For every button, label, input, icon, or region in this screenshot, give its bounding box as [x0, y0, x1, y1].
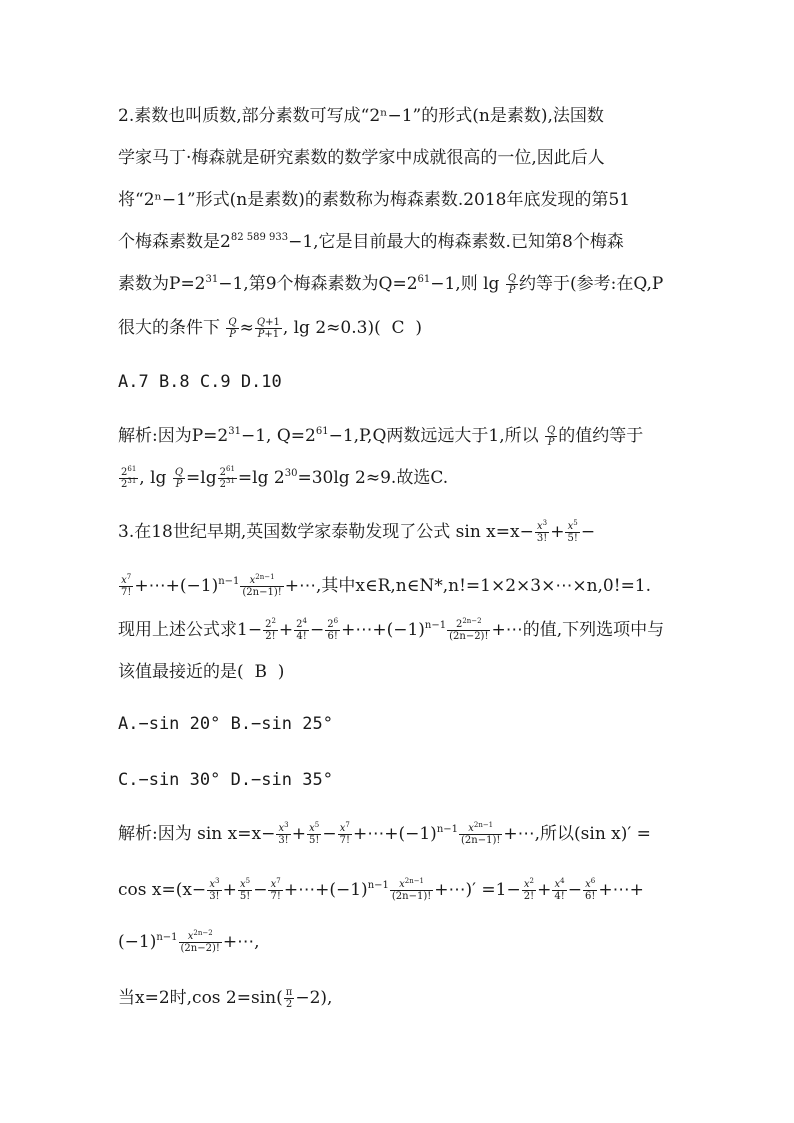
fraction-q-over-p: $\frac{Q}{P}$	[547, 425, 556, 448]
fraction-x3-over-3f: $\frac{x^3}{3!}$	[536, 519, 548, 544]
fraction-general-term: $\frac{x^{2n-1}}{(2n-1)!}$	[391, 877, 432, 902]
q3-line-4: 该值最接近的是( B )	[118, 662, 285, 682]
fraction-x2-over-2f: $\frac{x^2}{2!}$	[523, 877, 535, 902]
fraction-q-over-p: $\frac{Q}{P}$	[174, 467, 184, 490]
q2-line-1: 2.素数也叫质数,部分素数可写成“2ⁿ−1”的形式(n是素数),法国数	[118, 106, 604, 126]
fraction-q1-over-p1: $\frac{Q+1}{P+1}$	[256, 317, 280, 340]
fraction-x5-over-5f: $\frac{x^5}{5!}$	[567, 519, 578, 544]
fraction-x5-over-5f: $\frac{x^5}{5!}$	[308, 821, 320, 846]
fraction-x3-over-3f: $\frac{x^3}{3!}$	[278, 821, 289, 846]
q3-solution-line-1: 解析:因为 sin x=x− $\frac{x^3}{3!}$ + $\frac{x^5}{5!}$ − $\frac{x^7}{7!}$ $+\cdots+(-1)^{n-1}$ $\frac{x^{2n-1}}{(2n-1)!}$ +⋯,所以(sin x)′ =	[118, 821, 651, 846]
q3-line-1: 3.在18世纪早期,英国数学家泰勒发现了公式 sin x=x− $\frac{x^3}{3!}$ + $\frac{x^5}{5!}$ −	[118, 519, 596, 544]
answer-letter: B	[254, 662, 267, 682]
fraction-x7-over-7f: $\frac{x^7}{7!}$	[270, 877, 281, 902]
fraction-2-61-over-2-31: $\frac{2^{61}}{2^{31}}$	[219, 465, 235, 490]
fraction-2-61-over-2-31: $\frac{2^{61}}{2^{31}}$	[121, 465, 137, 490]
fraction-2-6-over-6f: $\frac{2^6}{6!}$	[327, 617, 339, 642]
q2-line-5: 素数为$P=2^{31}-1$,第9个梅森素数为$Q=2^{61}-1$,则 lg $\frac{Q}{P}$ 约等于(参考:在Q,P	[118, 273, 664, 296]
fraction-pi-over-2: $\frac{\pi}{2}$	[285, 987, 293, 1010]
fraction-x6-over-6f: $\frac{x^6}{6!}$	[584, 877, 596, 902]
fraction-2-4-over-4f: $\frac{2^4}{4!}$	[296, 617, 307, 642]
fraction-x4-over-4f: $\frac{x^4}{4!}$	[554, 877, 565, 902]
answer-letter: C	[391, 318, 405, 338]
q3-solution-line-4: 当x=2时,cos 2=sin( $\frac{\pi}{2}$ −2),	[118, 987, 333, 1010]
fraction-x3-over-3f: $\frac{x^3}{3!}$	[209, 877, 220, 902]
fraction-x5-over-5f: $\frac{x^5}{5!}$	[239, 877, 251, 902]
q2-line-6: 很大的条件下 $\frac{Q}{P}$ ≈ $\frac{Q+1}{P+1}$ , lg 2≈0.3)( C )	[118, 317, 422, 340]
q2-line-3: 将“2ⁿ−1”形式(n是素数)的素数称为梅森素数.2018年底发现的第51	[118, 190, 631, 210]
q2-line-4: 个梅森素数是$2^{82 589 933}-1$,它是目前最大的梅森素数.已知第8个梅森	[118, 232, 624, 252]
q3-line-3: 现用上述公式求1− $\frac{2^2}{2!}$ + $\frac{2^4}{4!}$ − $\frac{2^6}{6!}$ $+\cdots+(-1)^{n-1}$ $\frac{2^{2n-2}}{(2n-2)!}$ +⋯的值,下列选项中与	[118, 617, 665, 642]
q2-solution-line-2: $\frac{2^{61}}{2^{31}}$ , lg $\frac{Q}{P}$ =lg $\frac{2^{61}}{2^{31}}$ =lg $2^{30}=30\lg$ 2≈9.故选C.	[121, 465, 449, 490]
q3-options-ab: A.−sin 20° B.−sin 25°	[118, 714, 333, 734]
q3-line-2: $\frac{x^7}{7!}$ $+\cdots+(-1)^{n-1}$ $\frac{x^{2n-1}}{(2n-1)!}$ +⋯,其中x∈R,n∈N*,n!=1×2×3×⋯×n,0!=1.	[121, 573, 652, 598]
fraction-x-general-term-2: $\frac{x^{2n-2}}{(2n-2)!}$	[180, 929, 220, 954]
fraction-x7-over-7f: $\frac{x^7}{7!}$	[339, 821, 350, 846]
fraction-2-2-over-2f: $\frac{2^2}{2!}$	[265, 617, 276, 642]
q3-options-cd: C.−sin 30° D.−sin 35°	[118, 770, 333, 790]
fraction-general-term: $\frac{x^{2n-1}}{(2n-1)!}$	[461, 821, 501, 846]
fraction-q-over-p: $\frac{Q}{P}$	[228, 317, 237, 340]
fraction-general-term-2: $\frac{2^{2n-2}}{(2n-2)!}$	[449, 617, 489, 642]
fraction-x7-over-7f: $\frac{x^7}{7!}$	[121, 573, 132, 598]
q2-line-2: 学家马丁·梅森就是研究素数的数学家中成就很高的一位,因此后人	[118, 148, 605, 168]
q2-options: A.7 B.8 C.9 D.10	[118, 372, 282, 392]
fraction-general-term: $\frac{x^{2n-1}}{(2n-1)!}$	[242, 573, 282, 598]
q3-solution-line-3: $(-1)^{n-1}$ $\frac{x^{2n-2}}{(2n-2)!}$ +⋯,	[118, 929, 260, 954]
q2-solution-line-1: 解析:因为$P=2^{31}-1$, $Q=2^{61}-1,P,Q$两数远远大于1,所以 $\frac{Q}{P}$ 的值约等于	[118, 425, 644, 448]
q3-solution-line-2: cos x=(x− $\frac{x^3}{3!}$ + $\frac{x^5}{5!}$ − $\frac{x^7}{7!}$ $+\cdots+(-1)^{n-1}$ $\frac{x^{2n-1}}{(2n-1)!}$ +⋯)′ =1− $\frac{x^2}{2!}$ + $\frac{x^4}{4!}$ − $\frac{x^6}{6!}$ +⋯+	[118, 877, 644, 902]
fraction-q-over-p: $\frac{Q}{P}$	[507, 273, 517, 296]
